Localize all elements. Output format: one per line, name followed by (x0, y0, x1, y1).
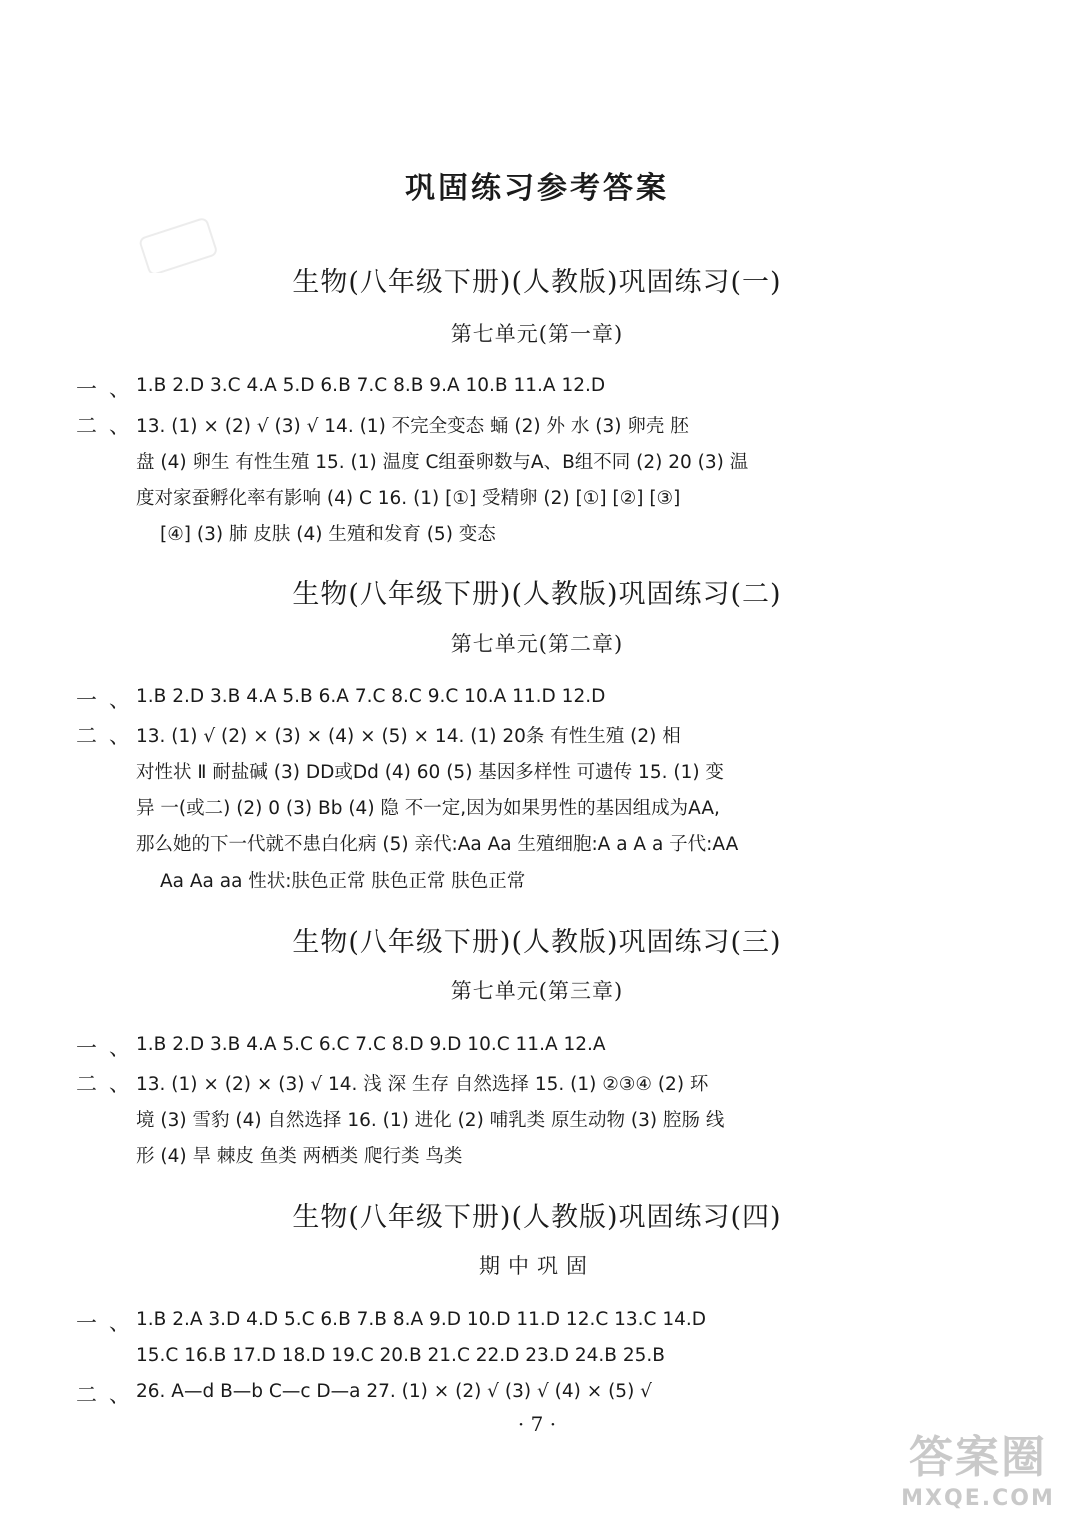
section-1-part2-label: 二、 (76, 414, 142, 438)
section-4-part2-line: 26. A—d B—b C—c D—a 27. (1) × (2) √ (3) √ (4) × (5) √ (136, 1381, 652, 1402)
section-3-part2-line: 形 (4) 旱 棘皮 鱼类 两栖类 爬行类 鸟类 (136, 1146, 463, 1167)
page-title: 巩固练习参考答案 (405, 171, 669, 206)
section-1-part2-line: 盘 (4) 卵生 有性生殖 15. (1) 温度 C组蚕卵数与A、B组不同 (2) 20 (3) 温 (136, 452, 749, 473)
section-1-subtitle: 第七单元(第一章) (450, 322, 624, 346)
watermark-logo-text: 答案圈 (909, 1432, 1047, 1483)
section-1-part2-line: [④] (3) 肺 皮肤 (4) 生殖和发育 (5) 变态 (160, 524, 496, 545)
section-2-subtitle: 第七单元(第二章) (450, 632, 624, 656)
section-3-subtitle: 第七单元(第三章) (450, 979, 624, 1003)
section-1-part1-label: 一、 (76, 377, 142, 401)
section-2-part1-label: 一、 (76, 688, 142, 712)
section-3-part2-line: 13. (1) × (2) × (3) √ 14. 浅 深 生存 自然选择 15. (1) ②③④ (2) 环 (136, 1074, 709, 1095)
section-2-part2-line: 对性状 Ⅱ 耐盐碱 (3) DD或Dd (4) 60 (5) 基因多样性 可遗传 15. (1) 变 (136, 762, 724, 783)
section-1-part1-line: 1.B 2.D 3.C 4.A 5.D 6.B 7.C 8.B 9.A 10.B 11.A 12.D (136, 375, 606, 396)
section-4-part1-line: 1.B 2.A 3.D 4.D 5.C 6.B 7.B 8.A 9.D 10.D 11.D 12.C 13.C 14.D (136, 1309, 707, 1330)
section-2-part2-line: 异 一(或二) (2) 0 (3) Bb (4) 隐 不一定,因为如果男性的基因组成为AA, (136, 798, 720, 819)
site-watermark (888, 1430, 1068, 1530)
section-3-title: 生物(八年级下册)(人教版)巩固练习(三) (292, 927, 782, 958)
section-3-part1-line: 1.B 2.D 3.B 4.A 5.C 6.C 7.C 8.D 9.D 10.C 11.A 12.A (136, 1034, 606, 1055)
section-1-part2-line: 13. (1) × (2) √ (3) √ 14. (1) 不完全变态 蛹 (2) 外 水 (3) 卵壳 胚 (136, 416, 689, 437)
page-number: · 7 · (517, 1412, 557, 1436)
section-2-part2-label: 二、 (76, 724, 142, 748)
section-3-part2-line: 境 (3) 雪豹 (4) 自然选择 16. (1) 进化 (2) 哺乳类 原生动物 (3) 腔肠 线 (136, 1110, 725, 1131)
section-1-title: 生物(八年级下册)(人教版)巩固练习(一) (292, 267, 782, 298)
section-4-subtitle: 期中巩固 (479, 1254, 595, 1278)
section-2-part2-line: Aa Aa aa 性状:肤色正常 肤色正常 肤色正常 (160, 871, 526, 892)
section-1-part2-line: 度对家蚕孵化率有影响 (4) C 16. (1) [①] 受精卵 (2) [①] [②] [③] (136, 488, 681, 509)
section-3-part1-label: 一、 (76, 1036, 142, 1060)
section-2-part2-line: 13. (1) √ (2) × (3) × (4) × (5) × 14. (1) 20条 有性生殖 (2) 相 (136, 726, 681, 747)
watermark-url: MXQE.COM (901, 1486, 1055, 1511)
section-2-part1-line: 1.B 2.D 3.B 4.A 5.B 6.A 7.C 8.C 9.C 10.A 11.D 12.D (136, 686, 606, 707)
section-3-part2-label: 二、 (76, 1072, 142, 1096)
section-2-title: 生物(八年级下册)(人教版)巩固练习(二) (292, 579, 782, 610)
section-2-part2-line: 那么她的下一代就不患白化病 (5) 亲代:Aa Aa 生殖细胞:A a A a 子代:AA (136, 834, 739, 855)
section-4-part2-label: 二、 (76, 1383, 142, 1407)
section-4-title: 生物(八年级下册)(人教版)巩固练习(四) (292, 1202, 782, 1233)
section-4-part1-label: 一、 (76, 1311, 142, 1335)
section-4-part1-line: 15.C 16.B 17.D 18.D 19.C 20.B 21.C 22.D 23.D 24.B 25.B (136, 1345, 665, 1366)
